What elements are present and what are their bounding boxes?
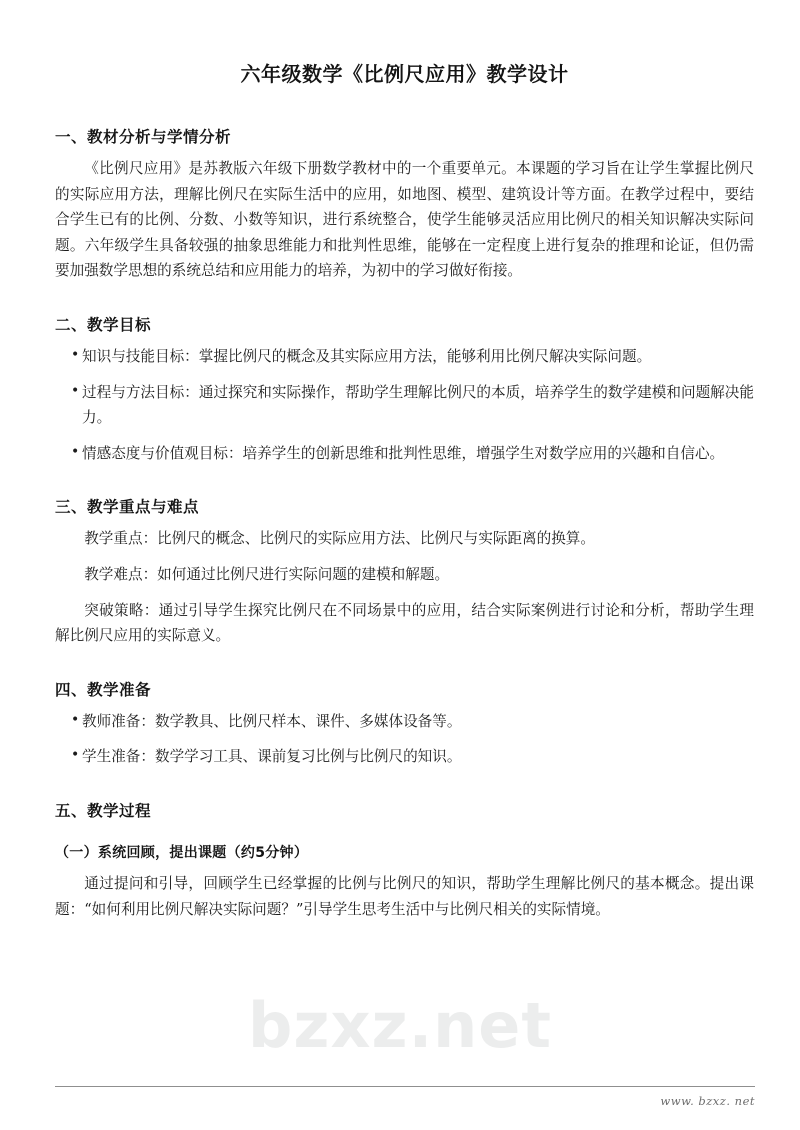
watermark: bzxz.net: [248, 989, 552, 1062]
page-footer: [55, 1086, 755, 1108]
section-3-paragraph-2: 教学难点：如何通过比例尺进行实际问题的建模和解题。: [84, 565, 450, 583]
subsection-heading-5-1: （一）系统回顾，提出课题（约5分钟）: [55, 844, 309, 861]
list-item: • 过程与方法目标：通过探究和实际操作，帮助学生理解比例尺的本质，培养学生的数学建模和问题解决能力。: [55, 380, 754, 431]
section-5-paragraph-1: 通过提问和引导，回顾学生已经掌握的比例与比例尺的知识，帮助学生理解比例尺的基本概念。提出课题：“如何利用比例尺解决实际问题？”引导学生思考生活中与比例尺相关的实际情境。: [55, 874, 754, 918]
section-heading-3: 三、教学重点与难点: [55, 498, 200, 517]
section-heading-4: 四、教学准备: [55, 680, 152, 699]
list-item: • 教师准备：数学教具、比例尺样本、课件、多媒体设备等。: [55, 709, 754, 735]
section-1-paragraph-1: 《比例尺应用》是苏教版六年级下册数学教材中的一个重要单元。本课题的学习旨在让学生掌握比例尺的实际应用方法，理解比例尺在实际生活中的应用，如地图、模型、建筑设计等方面。在教学过程中，要结合学生已有的比例、分数、小数等知识，进行系统整合，使学生能够灵活应用比例尺的相关知识解决实际问题。六年级学生具备较强的抽象思维能力和批判性思维，能够在一定程度上进行复杂的推理和论证，但仍需要加强数学思想的系统总结和应用能力的培养，为初中的学习做好衔接。: [55, 160, 754, 280]
section-3-paragraph-3: 突破策略：通过引导学生探究比例尺在不同场景中的应用，结合实际案例进行讨论和分析，帮助学生理解比例尺应用的实际意义。: [55, 601, 754, 645]
section-3-paragraph-1: 教学重点：比例尺的概念、比例尺的实际应用方法、比例尺与实际距离的换算。: [84, 530, 595, 548]
section-heading-2: 二、教学目标: [55, 315, 152, 334]
list-item: • 学生准备：数学学习工具、课前复习比例与比例尺的知识。: [55, 744, 754, 770]
section-heading-1: 一、教材分析与学情分析: [55, 128, 232, 146]
list-item: • 知识与技能目标：掌握比例尺的概念及其实际应用方法，能够利用比例尺解决实际问题。: [55, 344, 754, 370]
section-2-bullet-list: [55, 344, 754, 466]
page-title: 六年级数学《比例尺应用》教学设计: [240, 62, 569, 86]
section-4-bullet-list: [55, 709, 754, 770]
list-item: • 情感态度与价值观目标：培养学生的创新思维和批判性思维，增强学生对数学应用的兴趣和自信心。: [55, 441, 754, 467]
section-heading-5: 五、教学过程: [55, 801, 152, 820]
footer-url: www. bzxz. net: [660, 1094, 755, 1108]
